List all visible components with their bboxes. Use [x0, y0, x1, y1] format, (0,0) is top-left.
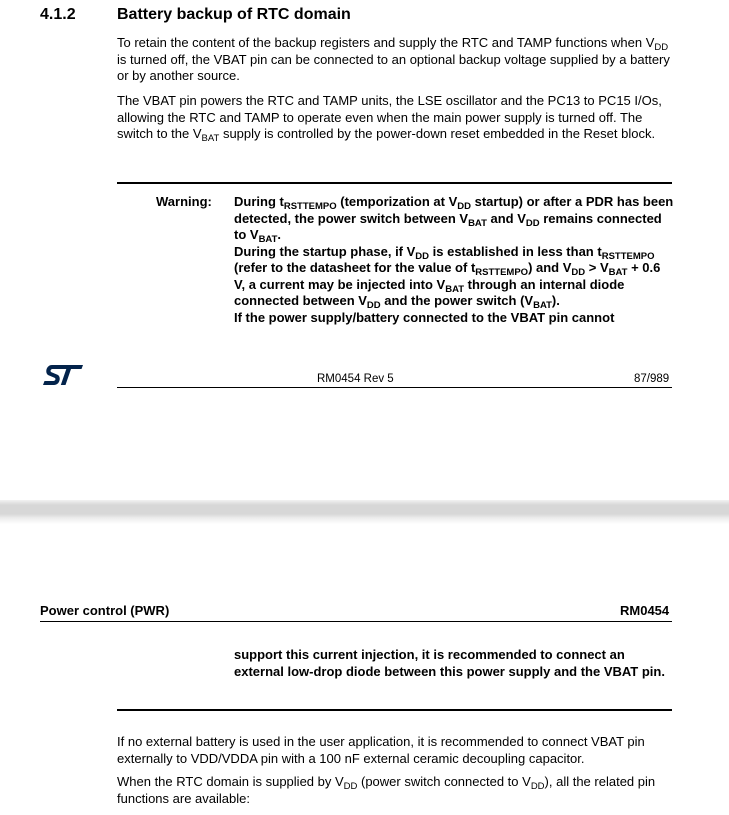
warning-label: Warning: [156, 194, 212, 209]
warning-bottom-rule [117, 709, 672, 711]
warning-continuation: support this current injection, it is recommended to connect an external low-drop diode between this power supply and the VBAT pin. [234, 647, 665, 679]
footer-doc-ref: RM0454 Rev 5 [317, 373, 394, 385]
footer-rule [117, 387, 672, 388]
paragraph-1: To retain the content of the backup registers and supply the RTC and TAMP functions when $V_{DD}$ is turned off, the VBAT pin can be connected to an optional backup voltage supplied by a battery or by another source. [117, 35, 670, 83]
page-separator [0, 500, 729, 524]
section-number: 4.1.2 [40, 6, 76, 23]
paragraph-4: When the RTC domain is supplied by $V_{DD}$ (power switch connected to $V_{DD}$), all the related pin functions are available: [117, 774, 656, 806]
header-section-name: Power control (PWR) [40, 603, 170, 618]
warning-top-rule [117, 182, 672, 184]
section-title: Battery backup of RTC domain [117, 6, 351, 23]
header-doc-id: RM0454 [620, 603, 670, 618]
st-logo-icon [42, 364, 84, 386]
warning-body: During $t_{RSTTEMPO}$ (temporization at $V_{DD}$ startup) or after a PDR has been detected, the power switch between $V_{BAT}$ and $V_{DD}$ remains connected to $V_{BAT}$. During the startup phase, if $V_{DD}$ is established in less than $t_{RSTTEMPO}$ (refer to the datasheet for the value of $t_{RSTTEMPO}$) and $V_{DD} > V_{BAT} + 0.6$ V, a current may be injected into $V_{BAT}$ through an internal diode connected between $V_{DD}$ and the power switch $(V_{BAT})$. If the power supply/battery connected to the VBAT pin cannot [234, 194, 674, 325]
paragraph-3: If no external battery is used in the user application, it is recommended to connect VBAT pin externally to VDD/VDDA pin with a 100 nF external ceramic decoupling capacitor. [117, 734, 645, 766]
footer-page-number: 87/989 [634, 373, 670, 385]
paragraph-2: The VBAT pin powers the RTC and TAMP units, the LSE oscillator and the PC13 to PC15 I/Os, allowing the RTC and TAMP to operate even when the main power supply is turned off. The switch to the $V_{BAT}$ supply is controlled by the power-down reset embedded in the Reset block. [117, 93, 662, 144]
header-rule [40, 621, 672, 622]
